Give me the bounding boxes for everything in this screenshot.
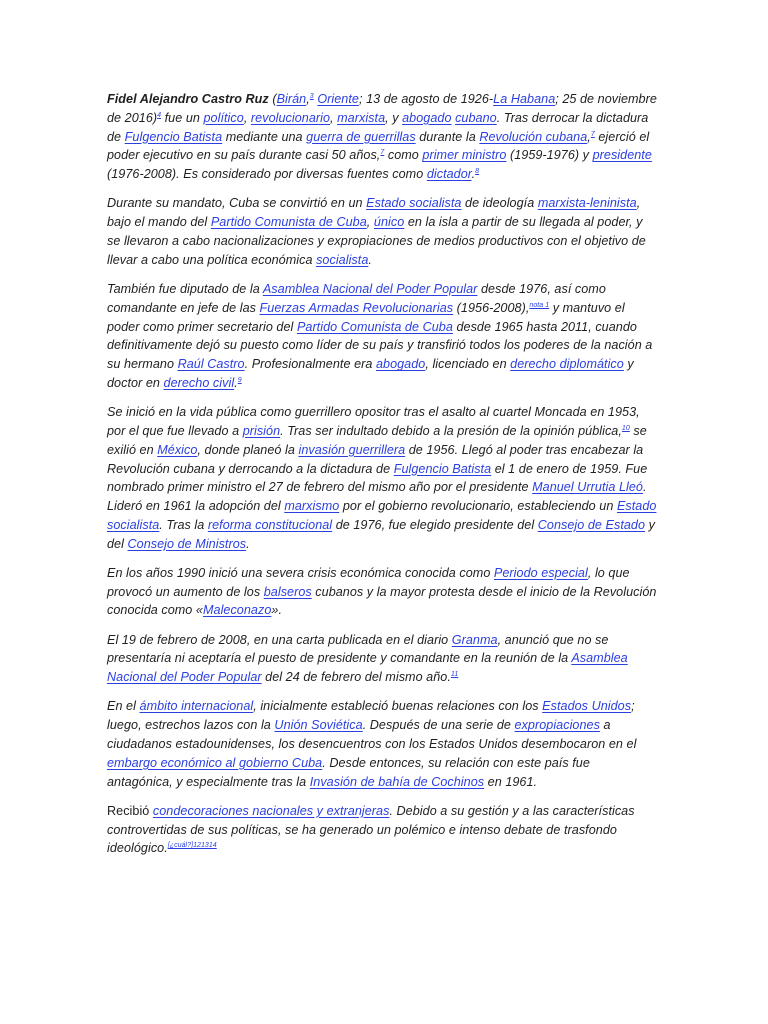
wiki-link-expropiaciones[interactable]: expropiaciones [514, 718, 600, 733]
wiki-link-estado-socialista[interactable]: Estado socialista [107, 499, 657, 532]
text-segment: , y [385, 110, 403, 125]
wiki-link-embargo-economico-al-gobierno-cuba[interactable]: embargo económico al gobierno Cuba [107, 755, 323, 770]
text-segment: Se inició en la vida pública como guerrillero opositor tras el asalto al cuartel Moncada en 1953, por el que fue llevado a [107, 405, 640, 438]
wiki-link-estados-unidos[interactable]: Estados Unidos [542, 699, 632, 714]
paragraph-1 [107, 90, 659, 184]
article-body [107, 90, 659, 869]
wiki-link-derecho-civil[interactable]: derecho civil [163, 375, 235, 390]
text-segment: , lo que provocó un aumento de los [107, 565, 630, 599]
text-segment: . Después de una serie de [362, 718, 515, 733]
paragraph-3 [107, 280, 659, 393]
text-segment: , licenciado en [425, 357, 511, 372]
paragraph-6 [107, 631, 659, 687]
text-segment: En el [107, 699, 140, 714]
text-segment: Recibió [107, 803, 153, 818]
text-segment: ; 25 de noviembre de 2016) [107, 92, 657, 125]
reference-sup [451, 671, 458, 678]
wiki-link-consejo-de-ministros[interactable]: Consejo de Ministros [127, 536, 247, 551]
wiki-link-revolucionario[interactable]: revolucionario [250, 110, 331, 125]
text-segment: , [306, 92, 310, 106]
paragraph-5 [107, 564, 659, 620]
text-segment: por el gobierno revolucionario, estableciendo un [339, 499, 617, 514]
text-segment: (1956-2008), [453, 300, 530, 315]
text-segment: ejerció el poder ejecutivo en su país durante casi 50 años, [107, 129, 650, 163]
text-segment: , anunció que no se presentaría ni aceptaría el puesto de presidente y comandante en la reunión de la [107, 632, 609, 666]
text-segment: (1959-1976) y [506, 148, 593, 163]
paragraph-4 [107, 403, 659, 553]
text-segment: En los años 1990 inició una severa crisis económica conocida como [107, 565, 494, 580]
text-segment: de 1976, fue elegido presidente del [332, 517, 538, 532]
wiki-link-unico[interactable]: único [373, 215, 405, 230]
wiki-link-asamblea-nacional-del-poder-popular[interactable]: Asamblea Nacional del Poder Popular [262, 281, 478, 296]
text-segment: , [366, 215, 374, 230]
wiki-link-oriente[interactable]: Oriente [317, 92, 359, 106]
text-segment: . [246, 536, 250, 551]
paragraph-8 [107, 802, 659, 858]
wiki-link-condecoraciones-nacionales-y-extranjeras[interactable]: condecoraciones nacionales y extranjeras [152, 803, 390, 818]
text-segment: . Tras ser indultado debido a la presión de la opinión pública, [280, 423, 622, 438]
wiki-link-presidente[interactable]: presidente [592, 148, 652, 163]
text-segment: . Tras la [159, 517, 208, 532]
wiki-link-prision[interactable]: prisión [242, 423, 281, 438]
reference-link[interactable]: 7 [590, 130, 595, 138]
wiki-link-abogado[interactable]: abogado [402, 110, 452, 125]
wiki-link-biran[interactable]: Birán [276, 92, 307, 106]
text-segment: ; luego, estrechos lazos con la [107, 699, 635, 733]
reference-sup [168, 842, 217, 849]
text-segment: . [471, 167, 476, 182]
text-segment: y doctor en [107, 357, 634, 390]
wiki-link-la-habana[interactable]: La Habana [493, 92, 556, 106]
wiki-link-ambito-internacional[interactable]: ámbito internacional [139, 699, 254, 714]
wiki-link-primer-ministro[interactable]: primer ministro [422, 148, 507, 163]
reference-link[interactable]: [¿cuál?]121314 [167, 842, 217, 850]
text-segment: , bajo el mando del [107, 196, 641, 230]
text-segment: cubanos y la mayor protesta desde el inicio de la Revolución conocida como « [107, 584, 657, 618]
text-segment: . [368, 252, 372, 267]
reference-link[interactable]: 9 [237, 376, 242, 384]
reference-sup [622, 425, 630, 432]
wiki-link-dictador[interactable]: dictador [426, 167, 472, 182]
text-segment: ( [268, 92, 277, 106]
wiki-link-partido-comunista-de-cuba[interactable]: Partido Comunista de Cuba [296, 319, 453, 334]
wiki-link-socialista[interactable]: socialista [316, 252, 369, 267]
text-segment: , inicialmente estableció buenas relaciones con los [253, 699, 543, 714]
text-segment: del 24 de febrero del mismo año. [261, 670, 451, 685]
text-segment: desde 1976, así como comandante en jefe de las [107, 281, 606, 315]
text-segment: y mantuvo el poder como primer secretario del [107, 300, 625, 334]
text-segment: durante la [415, 129, 480, 144]
text-segment: . [234, 375, 238, 390]
wiki-link-fulgencio-batista[interactable]: Fulgencio Batista [124, 129, 223, 144]
text-segment: . Desde entonces, su relación con este país fue antagónica, y especialmente tras la [107, 755, 590, 789]
wiki-link-marxista[interactable]: marxista [337, 110, 386, 125]
wiki-link-marxista-leninista[interactable]: marxista-leninista [537, 196, 637, 211]
paragraph-7 [107, 697, 659, 791]
wiki-link-derecho-diplomatico[interactable]: derecho diplomático [510, 357, 624, 372]
wiki-link-mexico[interactable]: México [157, 442, 198, 457]
reference-link[interactable]: 8 [475, 168, 480, 176]
wiki-link-balseros[interactable]: balseros [263, 584, 312, 599]
wiki-link-reforma-constitucional[interactable]: reforma constitucional [207, 517, 333, 532]
text-segment: Durante su mandato, Cuba se convirtió en un [107, 196, 367, 211]
text-segment: . Debido a su gestión y a las características controvertidas de sus políticas, se ha generado un polémico e intenso debate de trasfondo ideológico. [107, 803, 635, 856]
text-segment: se exilió en [107, 423, 647, 457]
text-segment: el 1 de enero de 1959. Fue nombrado primer ministro el 27 de febrero del mismo año por el presidente [107, 461, 648, 495]
text-segment: El 19 de febrero de 2008, en una carta publicada en el diario [107, 632, 452, 647]
text-segment: mediante una [222, 129, 307, 144]
text-segment: , donde planeó la [197, 442, 299, 457]
wiki-link-manuel-urrutia-lleo[interactable]: Manuel Urrutia Lleó [532, 480, 643, 495]
paragraph-2 [107, 194, 659, 269]
text-segment: (1976-2008). Es considerado por diversas fuentes como [107, 167, 427, 182]
text-segment: . Profesionalmente era [244, 357, 376, 372]
text-segment: en la isla a partir de su llegada al poder, y se llevaron a cabo nacionalizaciones y expropiaciones de medios productivos con el objetivo de llevar a cabo una política económica [107, 215, 646, 267]
wiki-link-politico[interactable]: político [203, 110, 244, 125]
wiki-link-revolucion-cubana[interactable]: Revolución cubana [479, 129, 588, 144]
text-segment: como [384, 148, 423, 163]
text-segment: fue un [161, 110, 204, 125]
reference-link[interactable]: nota 1 [529, 301, 550, 309]
text-segment: en 1961. [484, 774, 538, 789]
wiki-link-marxismo[interactable]: marxismo [284, 499, 340, 514]
reference-sup [238, 377, 242, 384]
text-segment: , [243, 110, 251, 125]
reference-link[interactable]: 11 [450, 671, 459, 679]
text-segment: de 1956. Llegó al poder tras encabezar la Revolución cubana y derrocando a la dictadura de [107, 442, 644, 476]
text-segment: . Tras derrocar la dictadura de [107, 110, 649, 144]
text-segment: de ideología [461, 196, 538, 211]
wiki-link-cubano[interactable]: cubano [455, 110, 497, 125]
text-segment: , [330, 110, 338, 125]
reference-link[interactable]: 10 [621, 424, 630, 432]
wiki-link-fulgencio-batista[interactable]: Fulgencio Batista [393, 461, 492, 476]
wiki-link-asamblea-nacional-del-poder-popular[interactable]: Asamblea Nacional del Poder Popular [107, 651, 628, 685]
reference-sup [475, 168, 479, 175]
text-segment: ». [271, 603, 282, 618]
reference-sup [529, 302, 549, 309]
wiki-link-partido-comunista-de-cuba[interactable]: Partido Comunista de Cuba [210, 215, 367, 230]
wiki-link-union-sovietica[interactable]: Unión Soviética [274, 718, 363, 733]
wiki-link-consejo-de-estado[interactable]: Consejo de Estado [537, 517, 646, 532]
text-segment: a ciudadanos estadounidenses, los desencuentros con los Estados Unidos desembocaron en el [107, 718, 637, 752]
wiki-link-guerra-de-guerrillas[interactable]: guerra de guerrillas [306, 129, 416, 144]
wiki-link-invasion-de-bahia-de-cochinos[interactable]: Invasión de bahía de Cochinos [309, 774, 485, 789]
text-segment: También fue diputado de la [107, 281, 263, 296]
subject-name: Fidel Alejandro Castro Ruz [107, 92, 269, 106]
wiki-link-granma[interactable]: Granma [451, 632, 498, 647]
wiki-link-periodo-especial[interactable]: Periodo especial [493, 565, 588, 580]
text-segment: , [587, 129, 591, 144]
wiki-link-estado-socialista[interactable]: Estado socialista [366, 196, 462, 211]
wiki-link-maleconazo[interactable]: Maleconazo [202, 603, 272, 618]
text-segment: desde 1965 hasta 2011, cuando definitivamente dejó su puesto como líder de su país y transfirió todos los poderes de la nación a su hermano [107, 319, 653, 372]
wiki-link-invasion-guerrillera[interactable]: invasión guerrillera [298, 442, 406, 457]
reference-link[interactable]: 3 [309, 93, 314, 100]
wiki-link-fuerzas-armadas-revolucionarias[interactable]: Fuerzas Armadas Revolucionarias [259, 300, 454, 315]
wiki-link-abogado[interactable]: abogado [375, 357, 426, 372]
reference-link[interactable]: 7 [380, 149, 385, 157]
text-segment: y del [107, 517, 655, 551]
text-segment: ; 13 de agosto de 1926- [358, 92, 494, 106]
text-segment: . Lideró en 1961 la adopción del [107, 480, 647, 514]
wiki-link-raul-castro[interactable]: Raúl Castro [177, 357, 245, 372]
reference-link[interactable]: 4 [157, 111, 162, 119]
